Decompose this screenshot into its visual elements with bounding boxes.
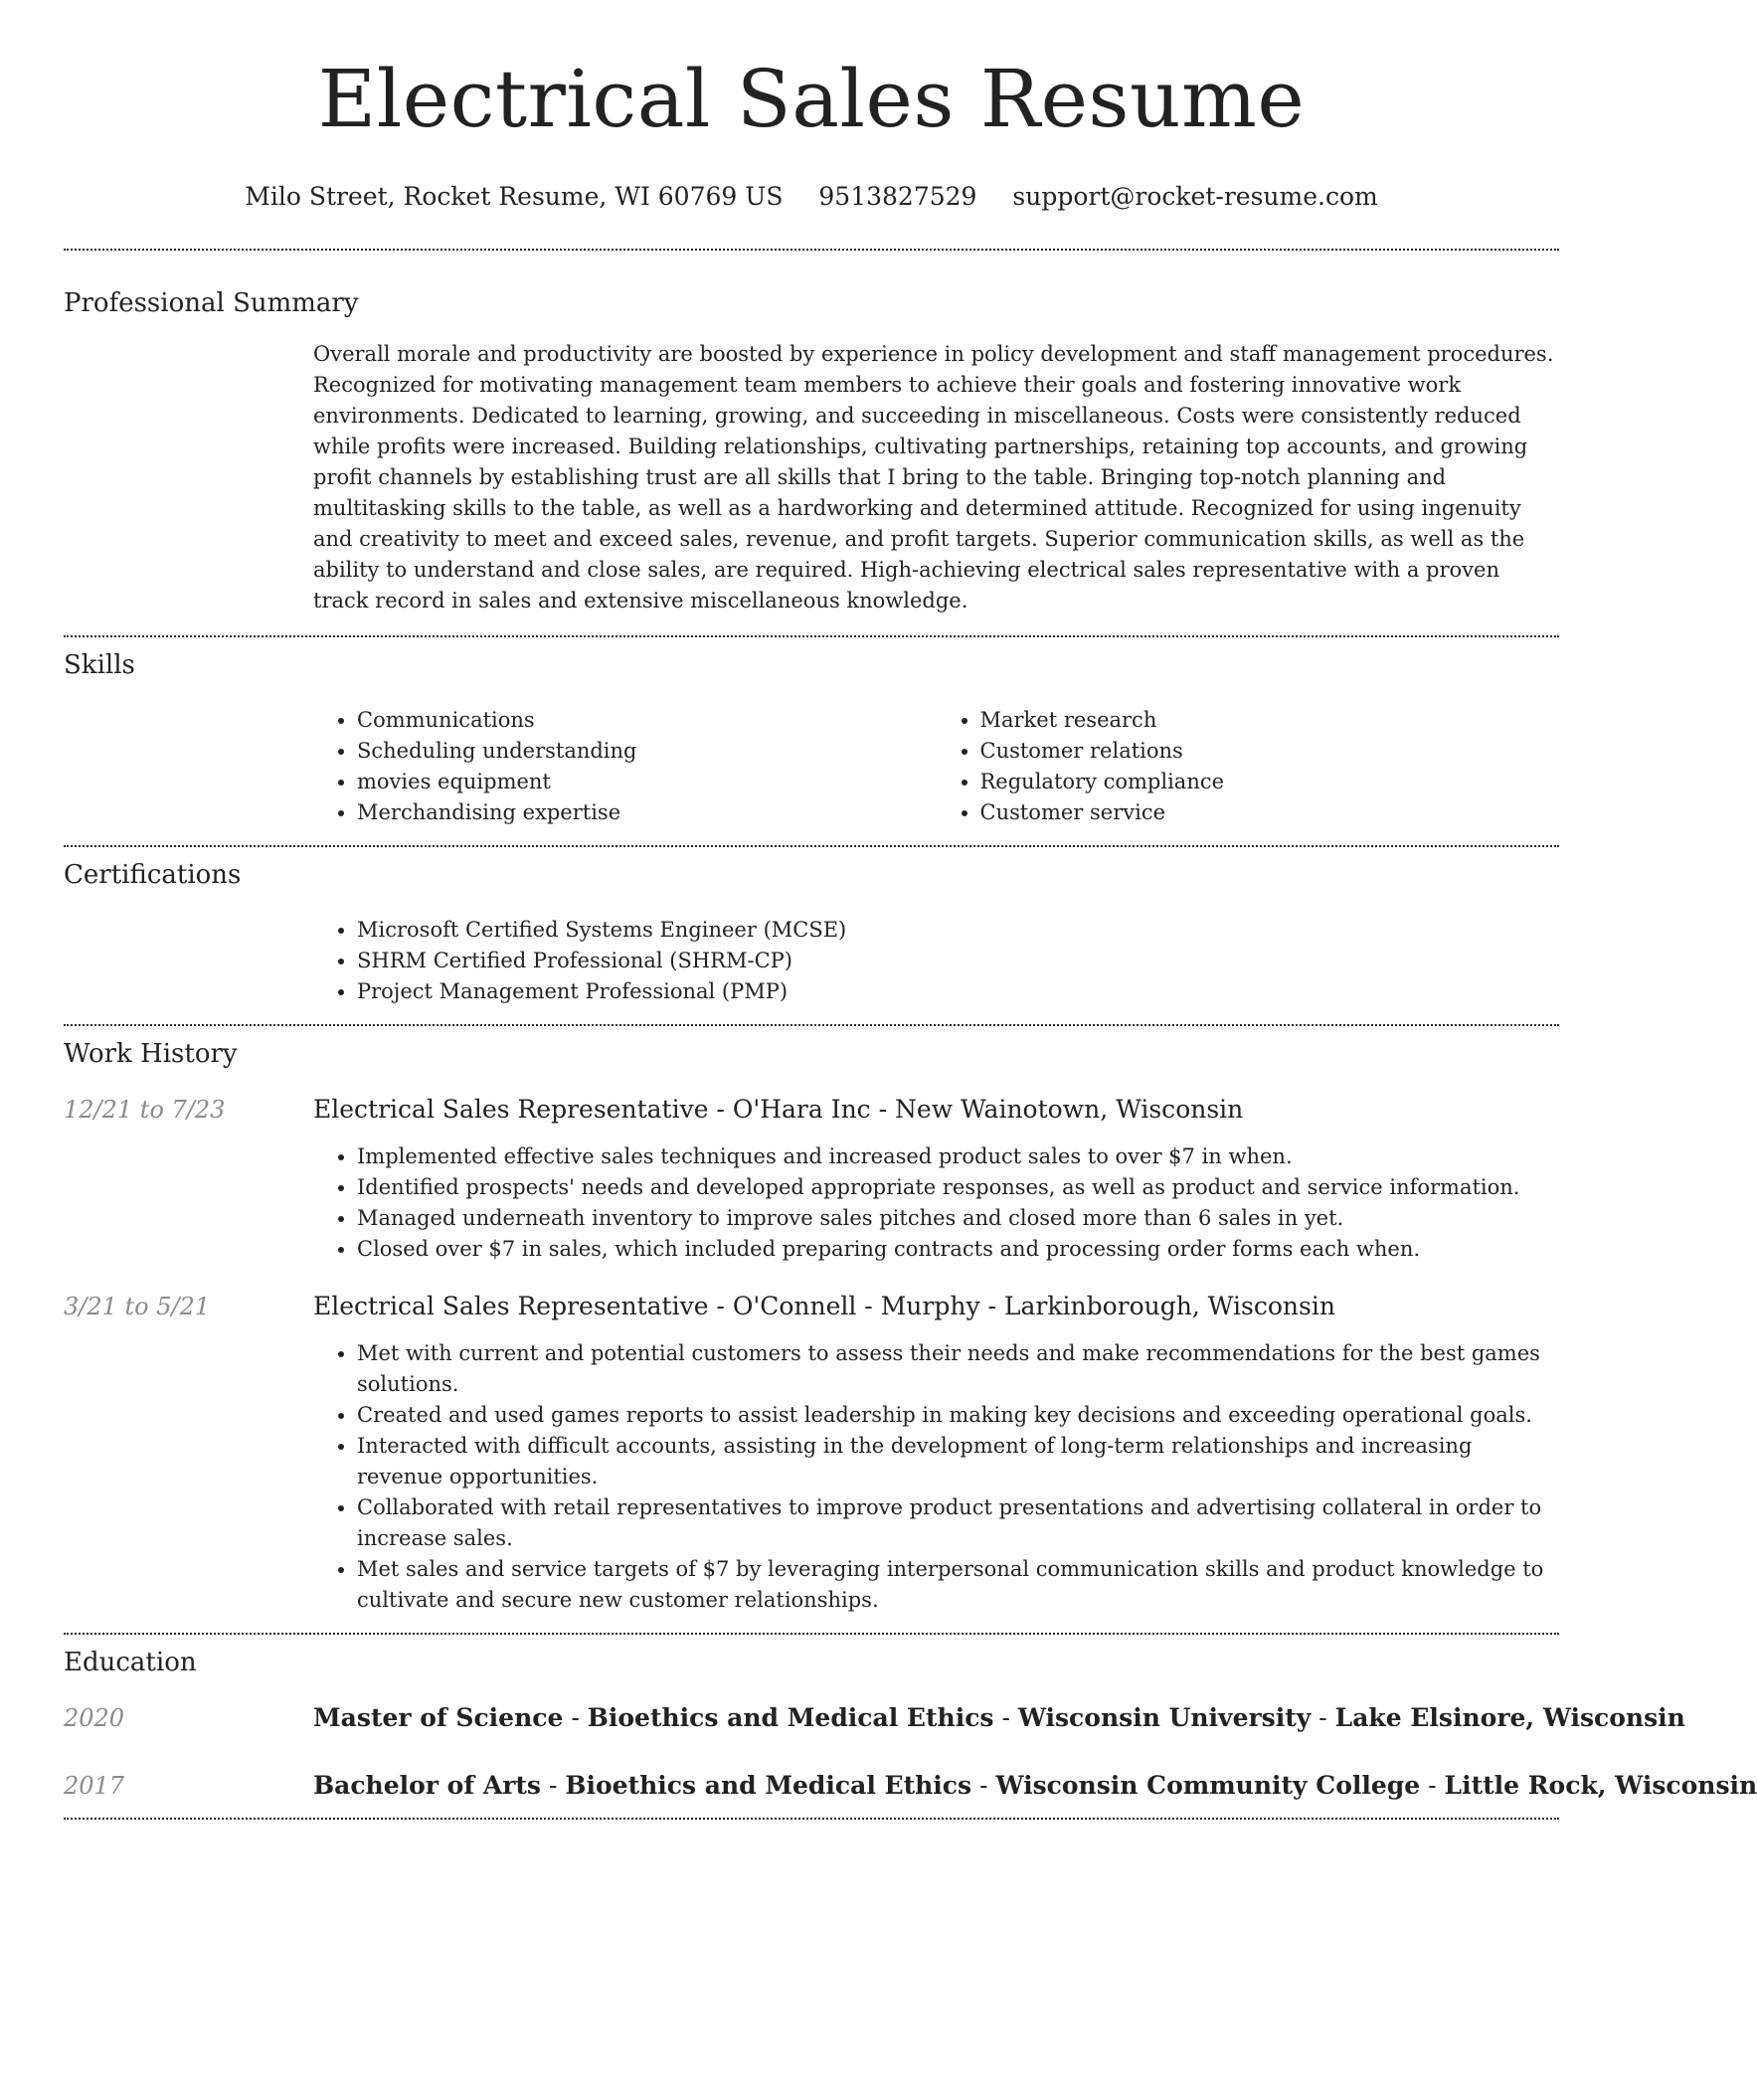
summary-section xyxy=(64,251,1559,635)
certification-item: • Project Management Professional (PMP) xyxy=(357,976,1559,1007)
job-title: Electrical Sales Representative - O'Hara Inc - New Wainotown, Wisconsin xyxy=(313,1095,1244,1124)
separator: - xyxy=(541,1771,566,1800)
separator: - xyxy=(1311,1703,1335,1732)
email: support@rocket-resume.com xyxy=(1012,182,1378,211)
resume-title: Electrical Sales Resume xyxy=(317,53,1306,145)
skills-heading: Skills xyxy=(64,650,135,680)
separator: - xyxy=(563,1703,588,1732)
education-location: Lake Elsinore, Wisconsin xyxy=(1334,1703,1685,1732)
skill-item: • Customer service xyxy=(980,797,1560,828)
skill-item: • Regulatory compliance xyxy=(980,767,1560,797)
job-bullets xyxy=(313,1338,1559,1616)
education-entry xyxy=(64,1702,1685,1734)
divider xyxy=(64,1818,1559,1820)
separator: - xyxy=(971,1771,996,1800)
job-title: Electrical Sales Representative - O'Connell - Murphy - Larkinborough, Wisconsin xyxy=(313,1292,1335,1320)
certification-item: • Microsoft Certified Systems Engineer (MCSE) xyxy=(357,915,1559,946)
certification-item: • SHRM Certified Professional (SHRM-CP) xyxy=(357,946,1559,976)
job-bullet: • Met with current and potential customers to assess their needs and make recommendations for the best games solutions. xyxy=(357,1338,1559,1400)
job-entry xyxy=(64,1094,1559,1265)
contact-line xyxy=(64,181,1559,213)
certifications-heading: Certifications xyxy=(64,860,242,890)
work-history-heading: Work History xyxy=(64,1039,238,1069)
skills-columns xyxy=(313,705,1559,828)
job-bullet: • Met sales and service targets of $7 by leveraging interpersonal communication skills and product knowledge to cultivate and secure new customer relationships. xyxy=(357,1554,1559,1616)
job-bullet: • Identified prospects' needs and developed appropriate responses, as well as product and service information. xyxy=(357,1172,1559,1203)
education-field: Bioethics and Medical Ethics xyxy=(565,1771,972,1800)
education-degree: Bachelor of Arts xyxy=(313,1771,542,1800)
education-title xyxy=(313,1702,1685,1734)
job-entry xyxy=(64,1291,1559,1616)
job-bullets xyxy=(313,1141,1559,1265)
job-bullet: • Created and used games reports to assist leadership in making key decisions and exceeding operational goals. xyxy=(357,1400,1559,1431)
separator: - xyxy=(993,1703,1018,1732)
education-field: Bioethics and Medical Ethics xyxy=(587,1703,994,1732)
job-details xyxy=(313,1141,1559,1265)
skills-list-right xyxy=(937,705,1560,828)
job-bullet: • Managed underneath inventory to improve sales pitches and closed more than 6 sales in yet. xyxy=(357,1203,1559,1234)
job-bullet: • Closed over $7 in sales, which included preparing contracts and processing order forms each when. xyxy=(357,1234,1559,1265)
education-location: Little Rock, Wisconsin xyxy=(1444,1771,1757,1800)
skill-item: • Communications xyxy=(357,705,937,736)
education-section xyxy=(64,1635,1757,1818)
education-degree: Master of Science xyxy=(313,1703,564,1732)
education-heading: Education xyxy=(64,1648,197,1677)
job-bullet: • Interacted with difficult accounts, assisting in the development of long-term relationships and increasing revenue opportunities. xyxy=(357,1431,1559,1492)
address: Milo Street, Rocket Resume, WI 60769 US xyxy=(245,182,784,211)
skill-item: • Scheduling understanding xyxy=(357,736,937,767)
skill-item: • movies equipment xyxy=(357,767,937,797)
education-entry xyxy=(64,1770,1757,1802)
education-year: 2020 xyxy=(64,1704,125,1732)
education-school: Wisconsin University xyxy=(1017,1703,1312,1732)
work-history-entries xyxy=(64,1094,1559,1616)
phone: 9513827529 xyxy=(818,182,977,211)
skill-item: • Customer relations xyxy=(980,736,1560,767)
job-bullet: • Implemented effective sales techniques and increased product sales to over $7 in when. xyxy=(357,1141,1559,1172)
certifications-list xyxy=(313,915,1559,1007)
separator: - xyxy=(1420,1771,1445,1800)
summary-text: Overall morale and productivity are boosted by experience in policy development and staff management procedures. Recognized for motivating management team members to achieve their goals and fostering innovative work environments. Dedicated to learning, growing, and succeeding in miscellaneous. Costs were consistently reduced while profits were increased. Building relationships, cultivating partnerships, retaining top accounts, and growing profit channels by establishing trust are all skills that I bring to the table. Bringing top-notch planning and multitasking skills to the table, as well as a hardworking and determined attitude. Recognized for using ingenuity and creativity to meet and exceed sales, revenue, and profit targets. Superior communication skills, as well as the ability to understand and close sales, are required. High-achieving electrical sales representative with a proven track record in sales and extensive miscellaneous knowledge. xyxy=(313,342,1554,612)
education-title xyxy=(313,1770,1757,1802)
job-bullet: • Collaborated with retail representatives to improve product presentations and advertising collateral in order to increase sales. xyxy=(357,1492,1559,1554)
skill-item: • Merchandising expertise xyxy=(357,797,937,828)
job-details xyxy=(313,1338,1559,1616)
education-entries xyxy=(64,1702,1757,1802)
education-school: Wisconsin Community College xyxy=(995,1771,1421,1800)
skill-item: • Market research xyxy=(980,705,1560,736)
work-history-section xyxy=(64,1026,1559,1633)
job-dates: 12/21 to 7/23 xyxy=(64,1096,226,1124)
certifications-content xyxy=(313,915,1559,1007)
education-year: 2017 xyxy=(64,1772,125,1800)
skills-section xyxy=(64,637,1559,845)
skills-list-left xyxy=(313,705,937,828)
certifications-section xyxy=(64,847,1559,1024)
job-dates: 3/21 to 5/21 xyxy=(64,1293,211,1320)
summary-heading: Professional Summary xyxy=(64,288,359,318)
